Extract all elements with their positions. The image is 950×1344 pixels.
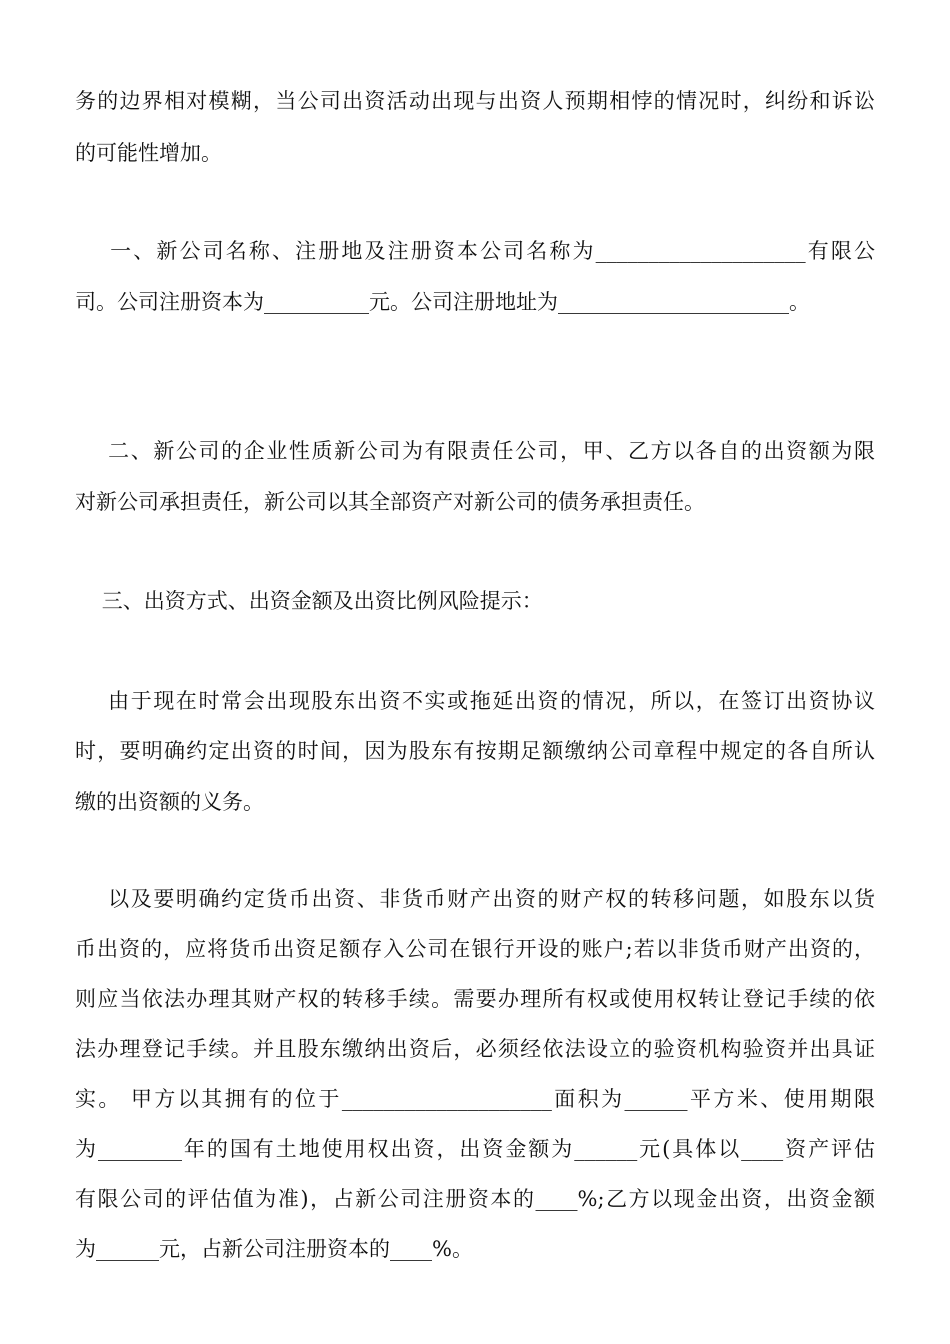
paragraph-line: 的可能性增加。 bbox=[75, 141, 222, 165]
section-two-line: 二、新公司的企业性质新公司为有限责任公司，甲、乙方以各自的出资额为限 bbox=[75, 439, 875, 463]
section-two-line: 对新公司承担责任，新公司以其全部资产对新公司的债务承担责任。 bbox=[75, 490, 705, 514]
contribution-paragraph-line: 为________年的国有土地使用权出资，出资金额为______元(具体以____资产评估 bbox=[75, 1137, 875, 1161]
contribution-paragraph-line: 以及要明确约定货币出资、非货币财产出资的财产权的转移问题，如股东以货 bbox=[75, 887, 875, 911]
section-one-line: 一、新公司名称、注册地及注册资本公司名称为____________________有限公 bbox=[75, 239, 875, 263]
contribution-paragraph-line: 币出资的，应将货币出资足额存入公司在银行开设的账户;若以非货币财产出资的， bbox=[75, 937, 875, 961]
contribution-paragraph-line: 则应当依法办理其财产权的转移手续。需要办理所有权或使用权转让登记手续的依 bbox=[75, 987, 875, 1011]
paragraph-line: 务的边界相对模糊，当公司出资活动出现与出资人预期相悖的情况时，纠纷和诉讼 bbox=[75, 89, 875, 113]
section-three-heading: 三、出资方式、出资金额及出资比例风险提示： bbox=[75, 589, 543, 613]
risk-paragraph-line: 时，要明确约定出资的时间，因为股东有按期足额缴纳公司章程中规定的各自所认 bbox=[75, 739, 875, 763]
risk-paragraph-line: 由于现在时常会出现股东出资不实或拖延出资的情况，所以，在签订出资协议 bbox=[75, 689, 875, 713]
contribution-paragraph-line: 有限公司的评估值为准)，占新公司注册资本的____%;乙方以现金出资，出资金额 bbox=[75, 1187, 875, 1211]
contribution-paragraph-line: 实。 甲方以其拥有的位于____________________面积为______平方米、使用期限 bbox=[75, 1087, 875, 1111]
section-one-line: 司。公司注册资本为__________元。公司注册地址为______________________。 bbox=[75, 290, 810, 314]
contribution-paragraph-line: 为______元，占新公司注册资本的____%。 bbox=[75, 1237, 473, 1261]
contribution-paragraph-line: 法办理登记手续。并且股东缴纳出资后，必须经依法设立的验资机构验资并出具证 bbox=[75, 1037, 875, 1061]
risk-paragraph-line: 缴的出资额的义务。 bbox=[75, 790, 264, 814]
